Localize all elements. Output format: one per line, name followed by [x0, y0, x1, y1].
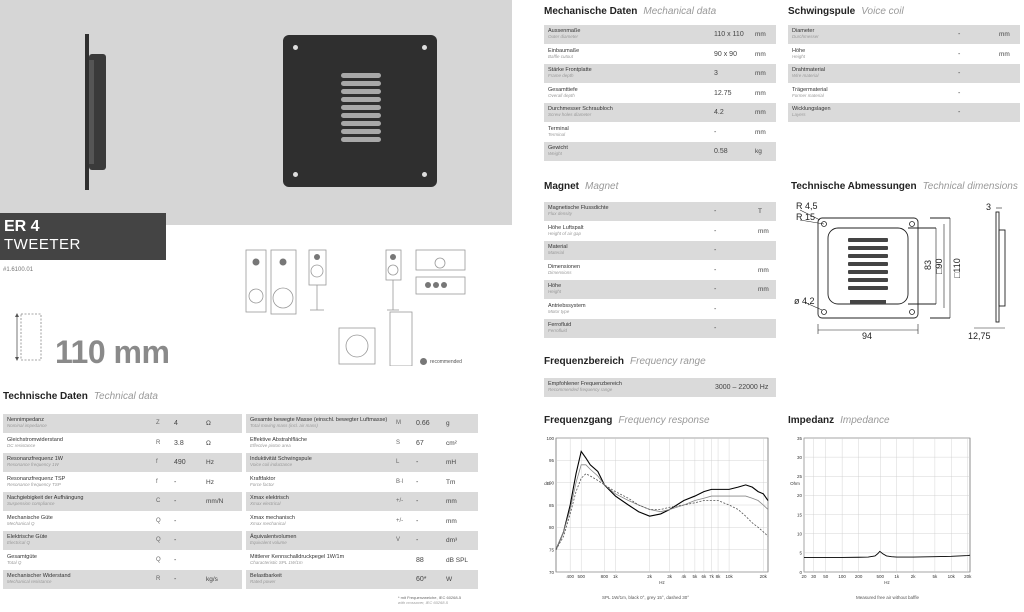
row-value: -	[714, 128, 717, 136]
imp-xtick-label: 200	[854, 574, 863, 579]
fr-ytick-label: 70	[548, 569, 554, 575]
imp-ytick-label: 20	[796, 493, 802, 499]
fr-ytick-label: 90	[548, 480, 554, 486]
row-value: -	[958, 70, 961, 77]
row-symbol: M	[396, 420, 401, 426]
fr-ytick-label: 85	[548, 502, 554, 508]
row-value: -	[174, 576, 177, 583]
row-unit: mm	[755, 109, 766, 116]
row-value: -	[416, 478, 419, 486]
tech-data-row: Kraftfaktor Force factor B·l - Tm	[250, 475, 456, 487]
row-unit: mm/N	[206, 498, 224, 505]
fr-xtick-label: 6k	[701, 574, 707, 579]
voice-coil-row: Höhe Height - mm	[792, 47, 1010, 59]
row-unit: mm	[999, 31, 1010, 38]
tech-data-row: Elektrische Güte Electrical Q Q -	[3, 531, 242, 550]
imp-xtick-label: 20	[801, 574, 807, 579]
imp-xtick-label: 30	[811, 574, 817, 579]
tech-data-row: Gesamtgüte Total Q Q -	[7, 553, 177, 565]
recommended-legend	[420, 358, 462, 365]
tech-data-row: Nennimpedanz Nominal impedance Z 4 Ω	[3, 414, 242, 433]
row-value: 0.58	[714, 148, 728, 155]
row-unit: mm	[755, 31, 766, 38]
fr-xtick-label: 20k	[759, 574, 767, 579]
dimensions-title: Technische Abmessungen Technical dimensions	[791, 181, 1018, 192]
magnet-row: Antriebssystem Motor type -	[548, 302, 717, 314]
fr-ytick-label: 80	[548, 525, 554, 531]
tech-data-row: Effektive Abstrahlfläche Effective piston area S 67 cm²	[250, 436, 457, 448]
tech-data-row: Mechanischer Widerstand Mechanical resistance R - kg/s	[3, 570, 242, 589]
fr-xtick-label: 2k	[647, 574, 653, 579]
fr-xtick-label: 500	[577, 574, 585, 579]
product-title-bar	[0, 213, 166, 260]
row-value: 88	[416, 556, 424, 564]
tech-data-row: Belastbarkeit Rated power 60* W	[246, 570, 478, 589]
row-value: -	[714, 325, 717, 332]
fr-xtick-label: 8k	[715, 574, 721, 579]
voice-coil-row: Trägermaterial Former material -	[792, 86, 961, 98]
voice-coil-title: Schwingspule Voice coil	[788, 6, 904, 17]
mechanical-data-title: Mechanische Daten Mechanical data	[544, 6, 717, 17]
row-value: 4	[174, 420, 178, 427]
frequency-range-value: 3000 – 22000 Hz	[715, 384, 769, 391]
imp-xtick-label: 100	[838, 574, 846, 579]
row-value: -	[714, 266, 717, 274]
mechanical-data-row: Gesamttiefe Overall depth 12.75 mm	[548, 86, 766, 98]
row-value: -	[714, 208, 717, 215]
mechanical-data-row: Stärke Frontplatte Frame depth 3 mm	[544, 64, 776, 83]
row-unit: kg/s	[206, 576, 218, 583]
imp-ytick-label: 0	[799, 569, 802, 575]
tech-data-row: Xmax elektrisch Xmax electrical +/- - mm	[246, 492, 478, 511]
row-value: 3.8	[174, 439, 184, 447]
row-value: -	[174, 498, 177, 505]
fr-xtick-label: 400	[566, 574, 574, 579]
row-value: 110 x 110	[714, 31, 744, 38]
imp-xtick-label: 5k	[932, 574, 938, 579]
row-unit: mm	[755, 50, 766, 58]
row-value: -	[958, 50, 961, 58]
row-value: 0.66	[416, 420, 430, 427]
mechanical-data-row: Durchmesser Schraubloch Screw holes diameter 4.2 mm	[544, 103, 776, 122]
imp-xtick-label: 1k	[894, 574, 900, 579]
row-value: 12.75	[714, 89, 732, 97]
row-unit: kg	[755, 148, 762, 155]
imp-xtick-label: 500	[876, 574, 885, 579]
fr-xtick-label: 4k	[681, 574, 687, 579]
row-value: -	[958, 89, 961, 97]
imp-ytick-label: 25	[796, 474, 802, 480]
row-value: -	[416, 459, 419, 466]
imp-ytick-label: 10	[796, 531, 802, 537]
frequency-response-caption: SPL 1W/1m, black 0°, grey 15°, dashed 30°	[602, 595, 690, 600]
row-unit: mm	[758, 227, 769, 235]
tech-data-row: Resonanzfrequenz 1W Resonance frequency 1W f 490 Hz	[3, 453, 242, 472]
tech-data-row: Mechanische Güte Mechanical Q Q -	[7, 514, 177, 526]
magnet-row: Material Material -	[544, 241, 776, 260]
row-unit: dB SPL	[446, 556, 469, 564]
row-value: -	[714, 247, 717, 254]
row-symbol: L	[396, 459, 400, 465]
row-value: -	[958, 109, 961, 116]
magnet-row: Höhe Height - mm	[544, 280, 776, 299]
width-94-label: 94	[862, 331, 873, 341]
impedance-caption: Measured free air without baffle	[856, 595, 919, 600]
row-unit: dm³	[446, 537, 458, 544]
imp-plot-area	[804, 438, 970, 572]
fr-ytick-label: 95	[548, 458, 554, 464]
row-unit: Hz	[206, 478, 214, 486]
fr-xtick-label: 3k	[667, 574, 673, 579]
row-unit: mH	[446, 459, 457, 466]
size-dimension-icon	[13, 312, 43, 362]
recommended-dot-icon	[420, 358, 427, 365]
dimension-drawing	[790, 198, 1022, 342]
model-name: ER 4	[4, 218, 40, 235]
row-value: -	[714, 305, 717, 313]
fr-xlabel: Hz	[659, 580, 665, 584]
imp-ytick-label: 30	[796, 454, 802, 460]
row-unit: T	[758, 208, 762, 215]
row-symbol: Q	[156, 517, 161, 524]
row-symbol: V	[396, 537, 401, 543]
mechanical-data-row: Terminal Terminal - mm	[548, 125, 766, 137]
imp-xtick-label: 50	[823, 574, 829, 579]
mechanical-data-row: Gewicht Weight 0.58 kg	[544, 142, 776, 161]
row-unit: Hz	[206, 459, 214, 466]
fr-xtick-label: 7k	[709, 574, 714, 579]
imp-xtick-label: 2k	[910, 574, 916, 579]
tweeter-front-view	[283, 35, 437, 187]
row-unit: Tm	[446, 478, 456, 486]
row-unit: Ω	[206, 439, 211, 447]
fr-xtick-label: 5k	[692, 574, 698, 579]
magnet-row: Magnetische Flussdichte Flux density - T	[544, 202, 776, 221]
row-value: -	[714, 227, 717, 235]
row-symbol: S	[396, 439, 401, 446]
row-symbol: C	[156, 498, 161, 504]
row-value: -	[174, 478, 177, 486]
impedance-title: Impedanz Impedance	[788, 415, 890, 426]
row-unit: mm	[755, 128, 766, 136]
row-value: 90 x 90	[714, 50, 737, 58]
height-90-label: □90	[934, 258, 944, 274]
row-unit: mm	[755, 70, 766, 77]
row-symbol: B·l	[396, 478, 404, 485]
part-number: #1.6100.01	[3, 267, 34, 273]
technical-data-title: Technische Daten Technical data	[3, 391, 158, 402]
row-value: 3	[714, 70, 718, 77]
mechanical-data-row: Einbaumaße Baffle cutout 90 x 90 mm	[548, 47, 766, 59]
tech-data-row: Gesamte bewegte Masse (einschl. bewegter Luftmasse) Total moving mass (incl. air mass) M 0.66 g	[246, 414, 478, 433]
tech-data-row: Xmax mechanisch Xmax mechanical +/- - mm	[250, 514, 457, 526]
radius-15-label: R 15	[796, 212, 816, 222]
row-symbol: +/-	[396, 498, 404, 504]
row-unit: mm	[446, 498, 457, 505]
frequency-range-row: Empfohlener Frequenzbereich Recommended frequency range 3000 – 22000 Hz	[544, 378, 776, 397]
row-symbol: +/-	[396, 517, 404, 524]
row-unit: mm	[758, 286, 769, 293]
product-type: TWEETER	[4, 236, 81, 253]
row-symbol: R	[156, 576, 161, 582]
row-value: 490	[174, 459, 186, 466]
voice-coil-row: Drahtmaterial Wire material -	[788, 64, 1020, 83]
imp-xlabel: Hz	[884, 580, 890, 584]
row-unit: mm	[755, 89, 766, 97]
frequency-range-title: Frequenzbereich Frequency range	[544, 356, 706, 367]
row-symbol: f	[156, 459, 158, 465]
magnet-title: Magnet Magnet	[544, 181, 619, 192]
tech-data-row: Äquivalentvolumen Equivalent volume V - dm³	[246, 531, 478, 550]
row-symbol: Q	[156, 537, 161, 543]
depth-3-label: 3	[986, 202, 992, 212]
row-value: -	[416, 498, 419, 505]
impedance-chart	[786, 432, 976, 584]
row-unit: cm²	[446, 439, 457, 447]
row-value: -	[174, 556, 177, 564]
row-symbol: Z	[156, 420, 160, 426]
hole-diameter-label: ø 4,2	[794, 296, 815, 306]
fr-ytick-label: 75	[548, 547, 554, 553]
imp-xtick-label: 10k	[947, 574, 955, 579]
row-value: 60*	[416, 576, 427, 583]
fr-xtick-label: 10k	[725, 574, 733, 579]
row-symbol: R	[156, 439, 161, 446]
magnet-row: Dimensionen Dimensions - mm	[548, 263, 769, 275]
depth-12-75-label: 12,75	[968, 331, 991, 341]
row-value: -	[958, 31, 961, 38]
row-value: -	[416, 537, 419, 544]
imp-ytick-label: 5	[799, 550, 802, 556]
row-unit: Ω	[206, 420, 211, 427]
voice-coil-row: Wicklungslagen Layers -	[788, 103, 1020, 122]
footnote: * mit Frequenzweiche, IEC 60268-5 with crossover, IEC 60268-5	[398, 595, 462, 605]
row-value: -	[174, 537, 177, 544]
row-unit: g	[446, 420, 450, 427]
mechanical-data-row: Aussenmaße Outer diameter 110 x 110 mm	[544, 25, 776, 44]
row-symbol: Q	[156, 556, 161, 563]
application-icons	[244, 248, 469, 366]
fr-xtick-label: 800	[600, 574, 609, 579]
imp-xtick-label: 20k	[964, 574, 972, 579]
tech-data-row: Gleichstromwiderstand DC resistance R 3.8 Ω	[7, 436, 211, 448]
tech-data-row: Induktivität Schwingspule Voice coil inductance L - mH	[246, 453, 478, 472]
tweeter-side-view	[82, 34, 110, 190]
row-value: -	[174, 517, 177, 525]
voice-coil-row: Diameter Durchmesser - mm	[788, 25, 1020, 44]
row-unit: W	[446, 576, 453, 583]
row-value: -	[416, 517, 419, 525]
row-unit: mm	[999, 50, 1010, 58]
recommended-label: recommended	[430, 358, 462, 365]
row-unit: mm	[446, 517, 457, 525]
tech-data-row: Nachgiebigkeit der Aufhängung Suspension compliance C - mm/N	[3, 492, 242, 511]
imp-ytick-label: 15	[796, 512, 802, 518]
row-value: -	[714, 286, 717, 293]
magnet-row: Ferrofluid Ferrofluid -	[544, 319, 776, 338]
fr-ytick-label: 100	[546, 435, 554, 441]
height-110-label: □110	[952, 258, 962, 278]
size-label: 110 mm	[55, 334, 170, 370]
tech-data-row: Resonanzfrequenz TSP Resonance frequency TSP f - Hz	[7, 475, 214, 487]
imp-ylabel: Ohm	[790, 480, 800, 486]
tech-data-row: Mittlerer Kennschalldruckpegel 1W/1m Characteristic SPL 1W/1m 88 dB SPL	[250, 553, 469, 565]
imp-ytick-label: 35	[796, 435, 802, 441]
fr-xtick-label: 1k	[613, 574, 618, 579]
magnet-row: Höhe Luftspalt Height of air gap - mm	[548, 224, 769, 236]
frequency-response-title: Frequenzgang Frequency response	[544, 415, 710, 426]
row-unit: mm	[758, 266, 769, 274]
frequency-response-chart	[540, 432, 772, 584]
fr-ylabel: dB	[544, 480, 550, 486]
height-83-label: 83	[923, 259, 933, 270]
row-symbol: f	[156, 478, 158, 485]
row-value: 4.2	[714, 109, 724, 116]
radius-4-5-label: R 4,5	[796, 201, 818, 211]
row-value: 67	[416, 439, 424, 447]
